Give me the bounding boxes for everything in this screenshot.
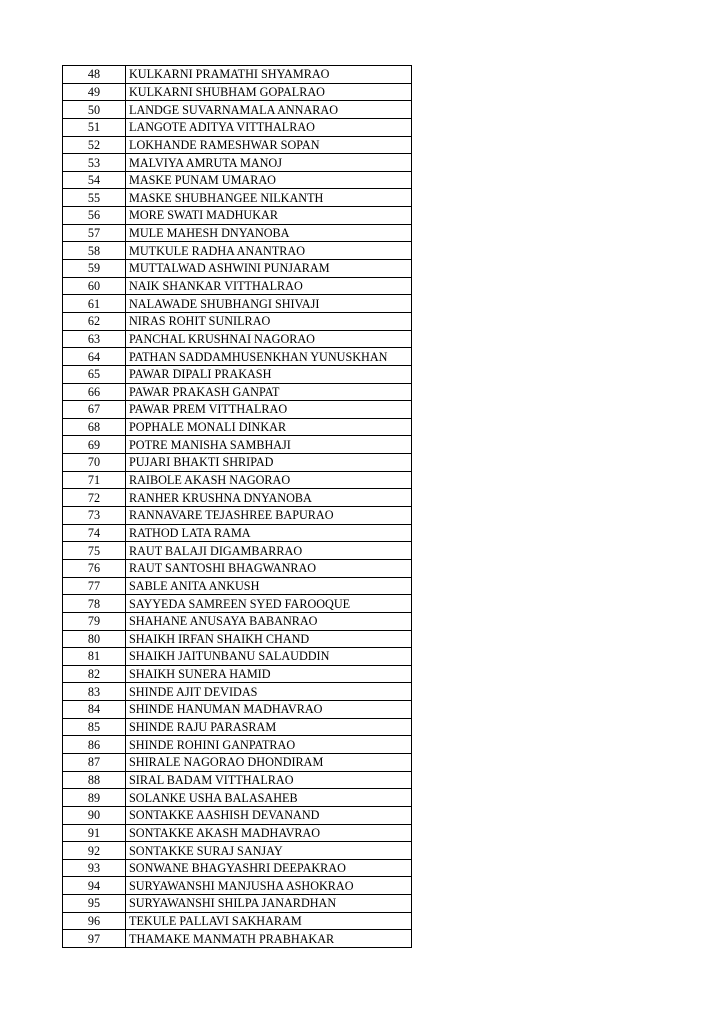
serial-number-cell: 75: [63, 542, 126, 560]
serial-number-cell: 51: [63, 118, 126, 136]
serial-number-cell: 52: [63, 136, 126, 154]
serial-number-cell: 91: [63, 824, 126, 842]
serial-number-cell: 70: [63, 454, 126, 472]
student-name-cell: KULKARNI SHUBHAM GOPALRAO: [126, 83, 412, 101]
serial-number-cell: 71: [63, 471, 126, 489]
table-row: [63, 101, 412, 119]
table-row: [63, 312, 412, 330]
table-row: [63, 559, 412, 577]
student-name-cell: LOKHANDE RAMESHWAR SOPAN: [126, 136, 412, 154]
serial-number-cell: 62: [63, 312, 126, 330]
table-row: [63, 577, 412, 595]
table-row: [63, 154, 412, 172]
serial-number-cell: 89: [63, 789, 126, 807]
table-row: [63, 718, 412, 736]
serial-number-cell: 54: [63, 171, 126, 189]
serial-number-cell: 61: [63, 295, 126, 313]
name-list-body: [63, 66, 412, 948]
table-row: [63, 242, 412, 260]
student-name-cell: NALAWADE SHUBHANGI SHIVAJI: [126, 295, 412, 313]
table-row: [63, 648, 412, 666]
student-name-cell: SURYAWANSHI SHILPA JANARDHAN: [126, 895, 412, 913]
table-row: [63, 524, 412, 542]
serial-number-cell: 92: [63, 842, 126, 860]
serial-number-cell: 97: [63, 930, 126, 948]
table-row: [63, 665, 412, 683]
serial-number-cell: 56: [63, 207, 126, 225]
student-name-cell: SHAIKH JAITUNBANU SALAUDDIN: [126, 648, 412, 666]
table-row: [63, 365, 412, 383]
serial-number-cell: 60: [63, 277, 126, 295]
table-row: [63, 771, 412, 789]
serial-number-cell: 79: [63, 612, 126, 630]
serial-number-cell: 90: [63, 806, 126, 824]
serial-number-cell: 57: [63, 224, 126, 242]
table-row: [63, 895, 412, 913]
serial-number-cell: 72: [63, 489, 126, 507]
student-name-cell: KULKARNI PRAMATHI SHYAMRAO: [126, 66, 412, 84]
student-name-cell: MASKE PUNAM UMARAO: [126, 171, 412, 189]
table-row: [63, 436, 412, 454]
serial-number-cell: 93: [63, 859, 126, 877]
student-name-cell: MALVIYA AMRUTA MANOJ: [126, 154, 412, 172]
student-name-cell: PATHAN SADDAMHUSENKHAN YUNUSKHAN: [126, 348, 412, 366]
student-name-cell: SHIRALE NAGORAO DHONDIRAM: [126, 753, 412, 771]
name-list-table: [62, 65, 412, 948]
serial-number-cell: 49: [63, 83, 126, 101]
student-name-cell: PUJARI BHAKTI SHRIPAD: [126, 454, 412, 472]
table-row: [63, 595, 412, 613]
table-row: [63, 83, 412, 101]
table-row: [63, 277, 412, 295]
student-name-cell: SHINDE RAJU PARASRAM: [126, 718, 412, 736]
table-row: [63, 454, 412, 472]
table-row: [63, 189, 412, 207]
serial-number-cell: 85: [63, 718, 126, 736]
student-name-cell: POPHALE MONALI DINKAR: [126, 418, 412, 436]
table-row: [63, 612, 412, 630]
student-name-cell: PAWAR DIPALI PRAKASH: [126, 365, 412, 383]
serial-number-cell: 77: [63, 577, 126, 595]
student-name-cell: POTRE MANISHA SAMBHAJI: [126, 436, 412, 454]
serial-number-cell: 88: [63, 771, 126, 789]
serial-number-cell: 74: [63, 524, 126, 542]
table-row: [63, 118, 412, 136]
table-row: [63, 136, 412, 154]
student-name-cell: SONWANE BHAGYASHRI DEEPAKRAO: [126, 859, 412, 877]
serial-number-cell: 84: [63, 701, 126, 719]
table-row: [63, 489, 412, 507]
student-name-cell: MASKE SHUBHANGEE NILKANTH: [126, 189, 412, 207]
table-row: [63, 806, 412, 824]
student-name-cell: TEKULE PALLAVI SAKHARAM: [126, 912, 412, 930]
student-name-cell: SHINDE AJIT DEVIDAS: [126, 683, 412, 701]
table-row: [63, 471, 412, 489]
student-name-cell: SHAHANE ANUSAYA BABANRAO: [126, 612, 412, 630]
student-name-cell: SABLE ANITA ANKUSH: [126, 577, 412, 595]
table-row: [63, 701, 412, 719]
student-name-cell: NAIK SHANKAR VITTHALRAO: [126, 277, 412, 295]
serial-number-cell: 76: [63, 559, 126, 577]
table-row: [63, 207, 412, 225]
serial-number-cell: 78: [63, 595, 126, 613]
table-row: [63, 171, 412, 189]
student-name-cell: SOLANKE USHA BALASAHEB: [126, 789, 412, 807]
table-row: [63, 66, 412, 84]
table-row: [63, 418, 412, 436]
table-row: [63, 859, 412, 877]
student-name-cell: MULE MAHESH DNYANOBA: [126, 224, 412, 242]
table-row: [63, 842, 412, 860]
student-name-cell: SHAIKH SUNERA HAMID: [126, 665, 412, 683]
student-name-cell: PAWAR PREM VITTHALRAO: [126, 401, 412, 419]
serial-number-cell: 80: [63, 630, 126, 648]
table-row: [63, 789, 412, 807]
serial-number-cell: 68: [63, 418, 126, 436]
serial-number-cell: 65: [63, 365, 126, 383]
student-name-cell: THAMAKE MANMATH PRABHAKAR: [126, 930, 412, 948]
serial-number-cell: 94: [63, 877, 126, 895]
serial-number-cell: 63: [63, 330, 126, 348]
table-row: [63, 736, 412, 754]
table-row: [63, 383, 412, 401]
serial-number-cell: 67: [63, 401, 126, 419]
table-row: [63, 295, 412, 313]
table-row: [63, 330, 412, 348]
table-row: [63, 877, 412, 895]
student-name-cell: SIRAL BADAM VITTHALRAO: [126, 771, 412, 789]
student-name-cell: SHINDE HANUMAN MADHAVRAO: [126, 701, 412, 719]
table-row: [63, 683, 412, 701]
student-name-cell: SONTAKKE AKASH MADHAVRAO: [126, 824, 412, 842]
table-row: [63, 348, 412, 366]
student-name-cell: NIRAS ROHIT SUNILRAO: [126, 312, 412, 330]
serial-number-cell: 82: [63, 665, 126, 683]
serial-number-cell: 55: [63, 189, 126, 207]
student-name-cell: LANGOTE ADITYA VITTHALRAO: [126, 118, 412, 136]
serial-number-cell: 50: [63, 101, 126, 119]
student-name-cell: SONTAKKE AASHISH DEVANAND: [126, 806, 412, 824]
serial-number-cell: 83: [63, 683, 126, 701]
serial-number-cell: 87: [63, 753, 126, 771]
serial-number-cell: 58: [63, 242, 126, 260]
student-name-cell: RAUT BALAJI DIGAMBARRAO: [126, 542, 412, 560]
student-name-cell: RANHER KRUSHNA DNYANOBA: [126, 489, 412, 507]
serial-number-cell: 95: [63, 895, 126, 913]
student-name-cell: RANNAVARE TEJASHREE BAPURAO: [126, 507, 412, 525]
table-row: [63, 224, 412, 242]
student-name-cell: MORE SWATI MADHUKAR: [126, 207, 412, 225]
serial-number-cell: 73: [63, 507, 126, 525]
serial-number-cell: 64: [63, 348, 126, 366]
student-name-cell: RAIBOLE AKASH NAGORAO: [126, 471, 412, 489]
table-row: [63, 507, 412, 525]
student-name-cell: RAUT SANTOSHI BHAGWANRAO: [126, 559, 412, 577]
student-name-cell: SHAIKH IRFAN SHAIKH CHAND: [126, 630, 412, 648]
table-row: [63, 401, 412, 419]
serial-number-cell: 66: [63, 383, 126, 401]
student-name-cell: SONTAKKE SURAJ SANJAY: [126, 842, 412, 860]
serial-number-cell: 69: [63, 436, 126, 454]
serial-number-cell: 59: [63, 260, 126, 278]
table-row: [63, 630, 412, 648]
table-row: [63, 912, 412, 930]
table-row: [63, 753, 412, 771]
table-row: [63, 542, 412, 560]
serial-number-cell: 86: [63, 736, 126, 754]
table-row: [63, 930, 412, 948]
serial-number-cell: 48: [63, 66, 126, 84]
student-name-cell: RATHOD LATA RAMA: [126, 524, 412, 542]
student-name-cell: SAYYEDA SAMREEN SYED FAROOQUE: [126, 595, 412, 613]
student-name-cell: MUTKULE RADHA ANANTRAO: [126, 242, 412, 260]
student-name-cell: SHINDE ROHINI GANPATRAO: [126, 736, 412, 754]
serial-number-cell: 81: [63, 648, 126, 666]
student-name-cell: PANCHAL KRUSHNAI NAGORAO: [126, 330, 412, 348]
student-name-cell: LANDGE SUVARNAMALA ANNARAO: [126, 101, 412, 119]
serial-number-cell: 53: [63, 154, 126, 172]
student-name-cell: PAWAR PRAKASH GANPAT: [126, 383, 412, 401]
student-name-cell: MUTTALWAD ASHWINI PUNJARAM: [126, 260, 412, 278]
student-name-cell: SURYAWANSHI MANJUSHA ASHOKRAO: [126, 877, 412, 895]
table-row: [63, 260, 412, 278]
table-row: [63, 824, 412, 842]
serial-number-cell: 96: [63, 912, 126, 930]
